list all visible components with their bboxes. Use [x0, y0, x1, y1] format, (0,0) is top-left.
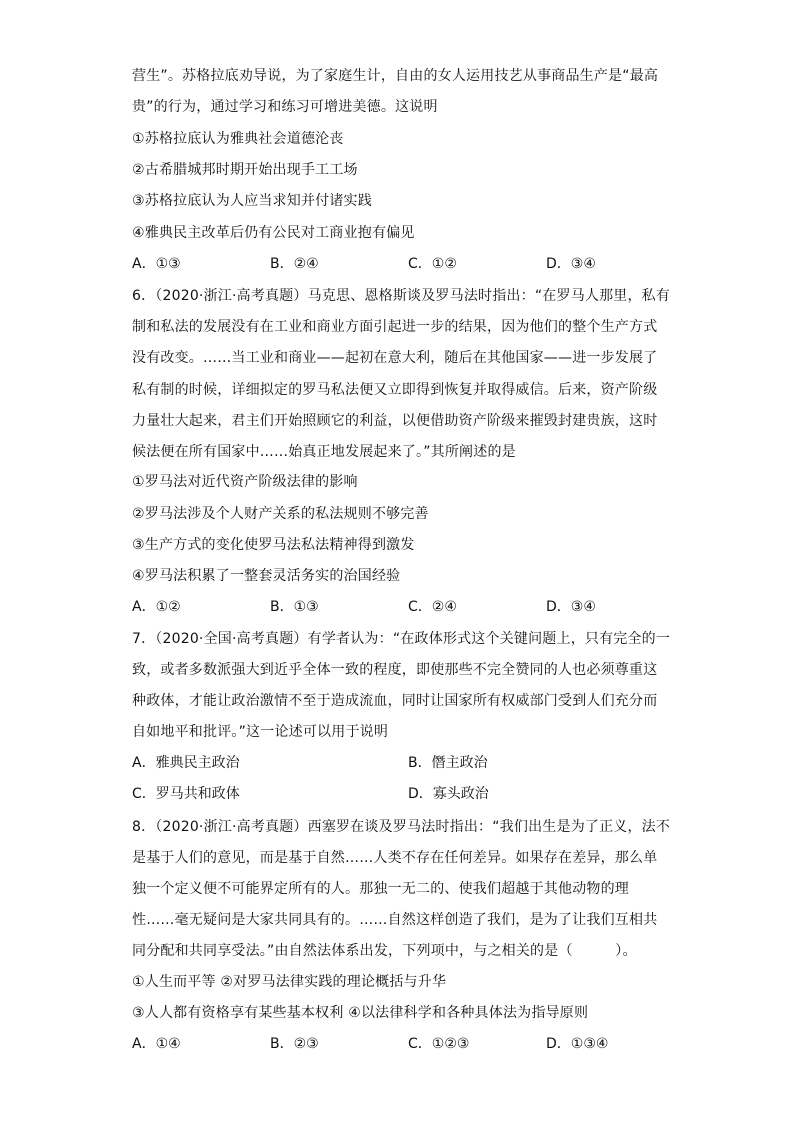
q6-option-c[interactable]: C．②④	[408, 599, 457, 615]
q7-stem-line: 自如地平和批评。”这一论述可以用于说明	[132, 724, 389, 740]
q6-stem-line: 制和私法的发展没有在工业和商业方面引起进一步的结果，因为他们的整个生产方式	[132, 319, 658, 335]
q5-option-b[interactable]: B．②④	[270, 256, 319, 272]
q5-stem-line: 营生”。苏格拉底劝导说，为了家庭生计，自由的女人运用技艺从事商品生产是“最高	[132, 68, 659, 84]
q6-statement-1: ①罗马法对近代资产阶级法律的影响	[132, 474, 358, 490]
q8-option-b[interactable]: B．②③	[270, 1036, 319, 1052]
q8-stem-line: 是基于人们的意见，而是基于自然……人类不存在任何差异。如果存在差异，那么单	[132, 850, 658, 866]
q7-option-b[interactable]: B．僭主政治	[408, 755, 488, 771]
q5-statement-3: ③苏格拉底认为人应当求知并付诸实践	[132, 193, 372, 209]
q6-option-b[interactable]: B．①③	[270, 599, 319, 615]
q8-option-c[interactable]: C．①②③	[408, 1036, 470, 1052]
q6-stem-line: 私有制的时候，详细拟定的罗马私法便又立即得到恢复并取得威信。后来，资产阶级	[132, 382, 658, 398]
q8-option-d[interactable]: D．①③④	[546, 1036, 609, 1052]
q5-statement-2: ②古希腊城邦时期开始出现手工工场	[132, 162, 358, 178]
q5-option-d[interactable]: D．③④	[546, 256, 596, 272]
q5-statement-1: ①苏格拉底认为雅典社会道德沦丧	[132, 131, 344, 147]
q8-statements-row-1: ①人生而平等 ②对罗马法律实践的理论概括与升华	[132, 974, 447, 990]
q7-stem-line: 致，或者多数派强大到近乎全体一致的程度，即使那些不完全赞同的人也必须尊重这	[132, 662, 658, 678]
q8-option-a[interactable]: A．①④	[132, 1036, 181, 1052]
q5-option-c[interactable]: C．①②	[408, 256, 457, 272]
q8-stem-line: 同分配和共同享受法。”由自然法体系出发，下列项中，与之相关的是（ ）。	[132, 943, 637, 959]
q6-statement-2: ②罗马法涉及个人财产关系的私法规则不够完善	[132, 506, 429, 522]
q8-stem-line: 8．（2020·浙江·高考真题）西塞罗在谈及罗马法时指出：“我们出生是为了正义，法不	[132, 819, 671, 835]
q6-statement-4: ④罗马法积累了一整套灵活务实的治国经验	[132, 568, 401, 584]
q5-statement-4: ④雅典民主改革后仍有公民对工商业抱有偏见	[132, 225, 415, 241]
q7-option-c[interactable]: C．罗马共和政体	[132, 786, 240, 802]
q7-option-a[interactable]: A．雅典民主政治	[132, 755, 240, 771]
q6-stem-line: 6．（2020·浙江·高考真题）马克思、恩格斯谈及罗马法时指出：“在罗马人那里，私有	[132, 288, 671, 304]
q6-statement-3: ③生产方式的变化使罗马法私法精神得到激发	[132, 537, 415, 553]
q5-stem-line: 贵”的行为，通过学习和练习可增进美德。这说明	[132, 99, 438, 115]
q6-stem-line: 候法便在所有国家中……始真正地发展起来了。”其所阐述的是	[132, 444, 516, 460]
q7-option-d[interactable]: D．寡头政治	[408, 786, 489, 802]
q6-stem-line: 力量壮大起来，君主们开始照顾它的利益，以便借助资产阶级来摧毁封建贵族，这时	[132, 413, 658, 429]
q5-option-a[interactable]: A．①③	[132, 256, 181, 272]
q6-stem-line: 没有改变。……当工业和商业——起初在意大利，随后在其他国家——进一步发展了	[132, 350, 658, 366]
q6-option-a[interactable]: A．①②	[132, 599, 181, 615]
q7-stem-line: 种政体，才能让政治激情不至于造成流血，同时让国家所有权威部门受到人们充分而	[132, 693, 658, 709]
q8-stem-line: 性……毫无疑问是大家共同具有的。……自然这样创造了我们，是为了让我们互相共	[132, 912, 658, 928]
q6-option-d[interactable]: D．③④	[546, 599, 596, 615]
q8-statements-row-2: ③人人都有资格享有某些基本权利 ④以法律科学和各种具体法为指导原则	[132, 1005, 589, 1021]
q7-stem-line: 7．（2020·全国·高考真题）有学者认为：“在政体形式这个关键问题上，只有完全的一	[132, 631, 671, 647]
q8-stem-line: 独一个定义便不可能界定所有的人。那独一无二的、使我们超越于其他动物的理	[132, 881, 629, 897]
